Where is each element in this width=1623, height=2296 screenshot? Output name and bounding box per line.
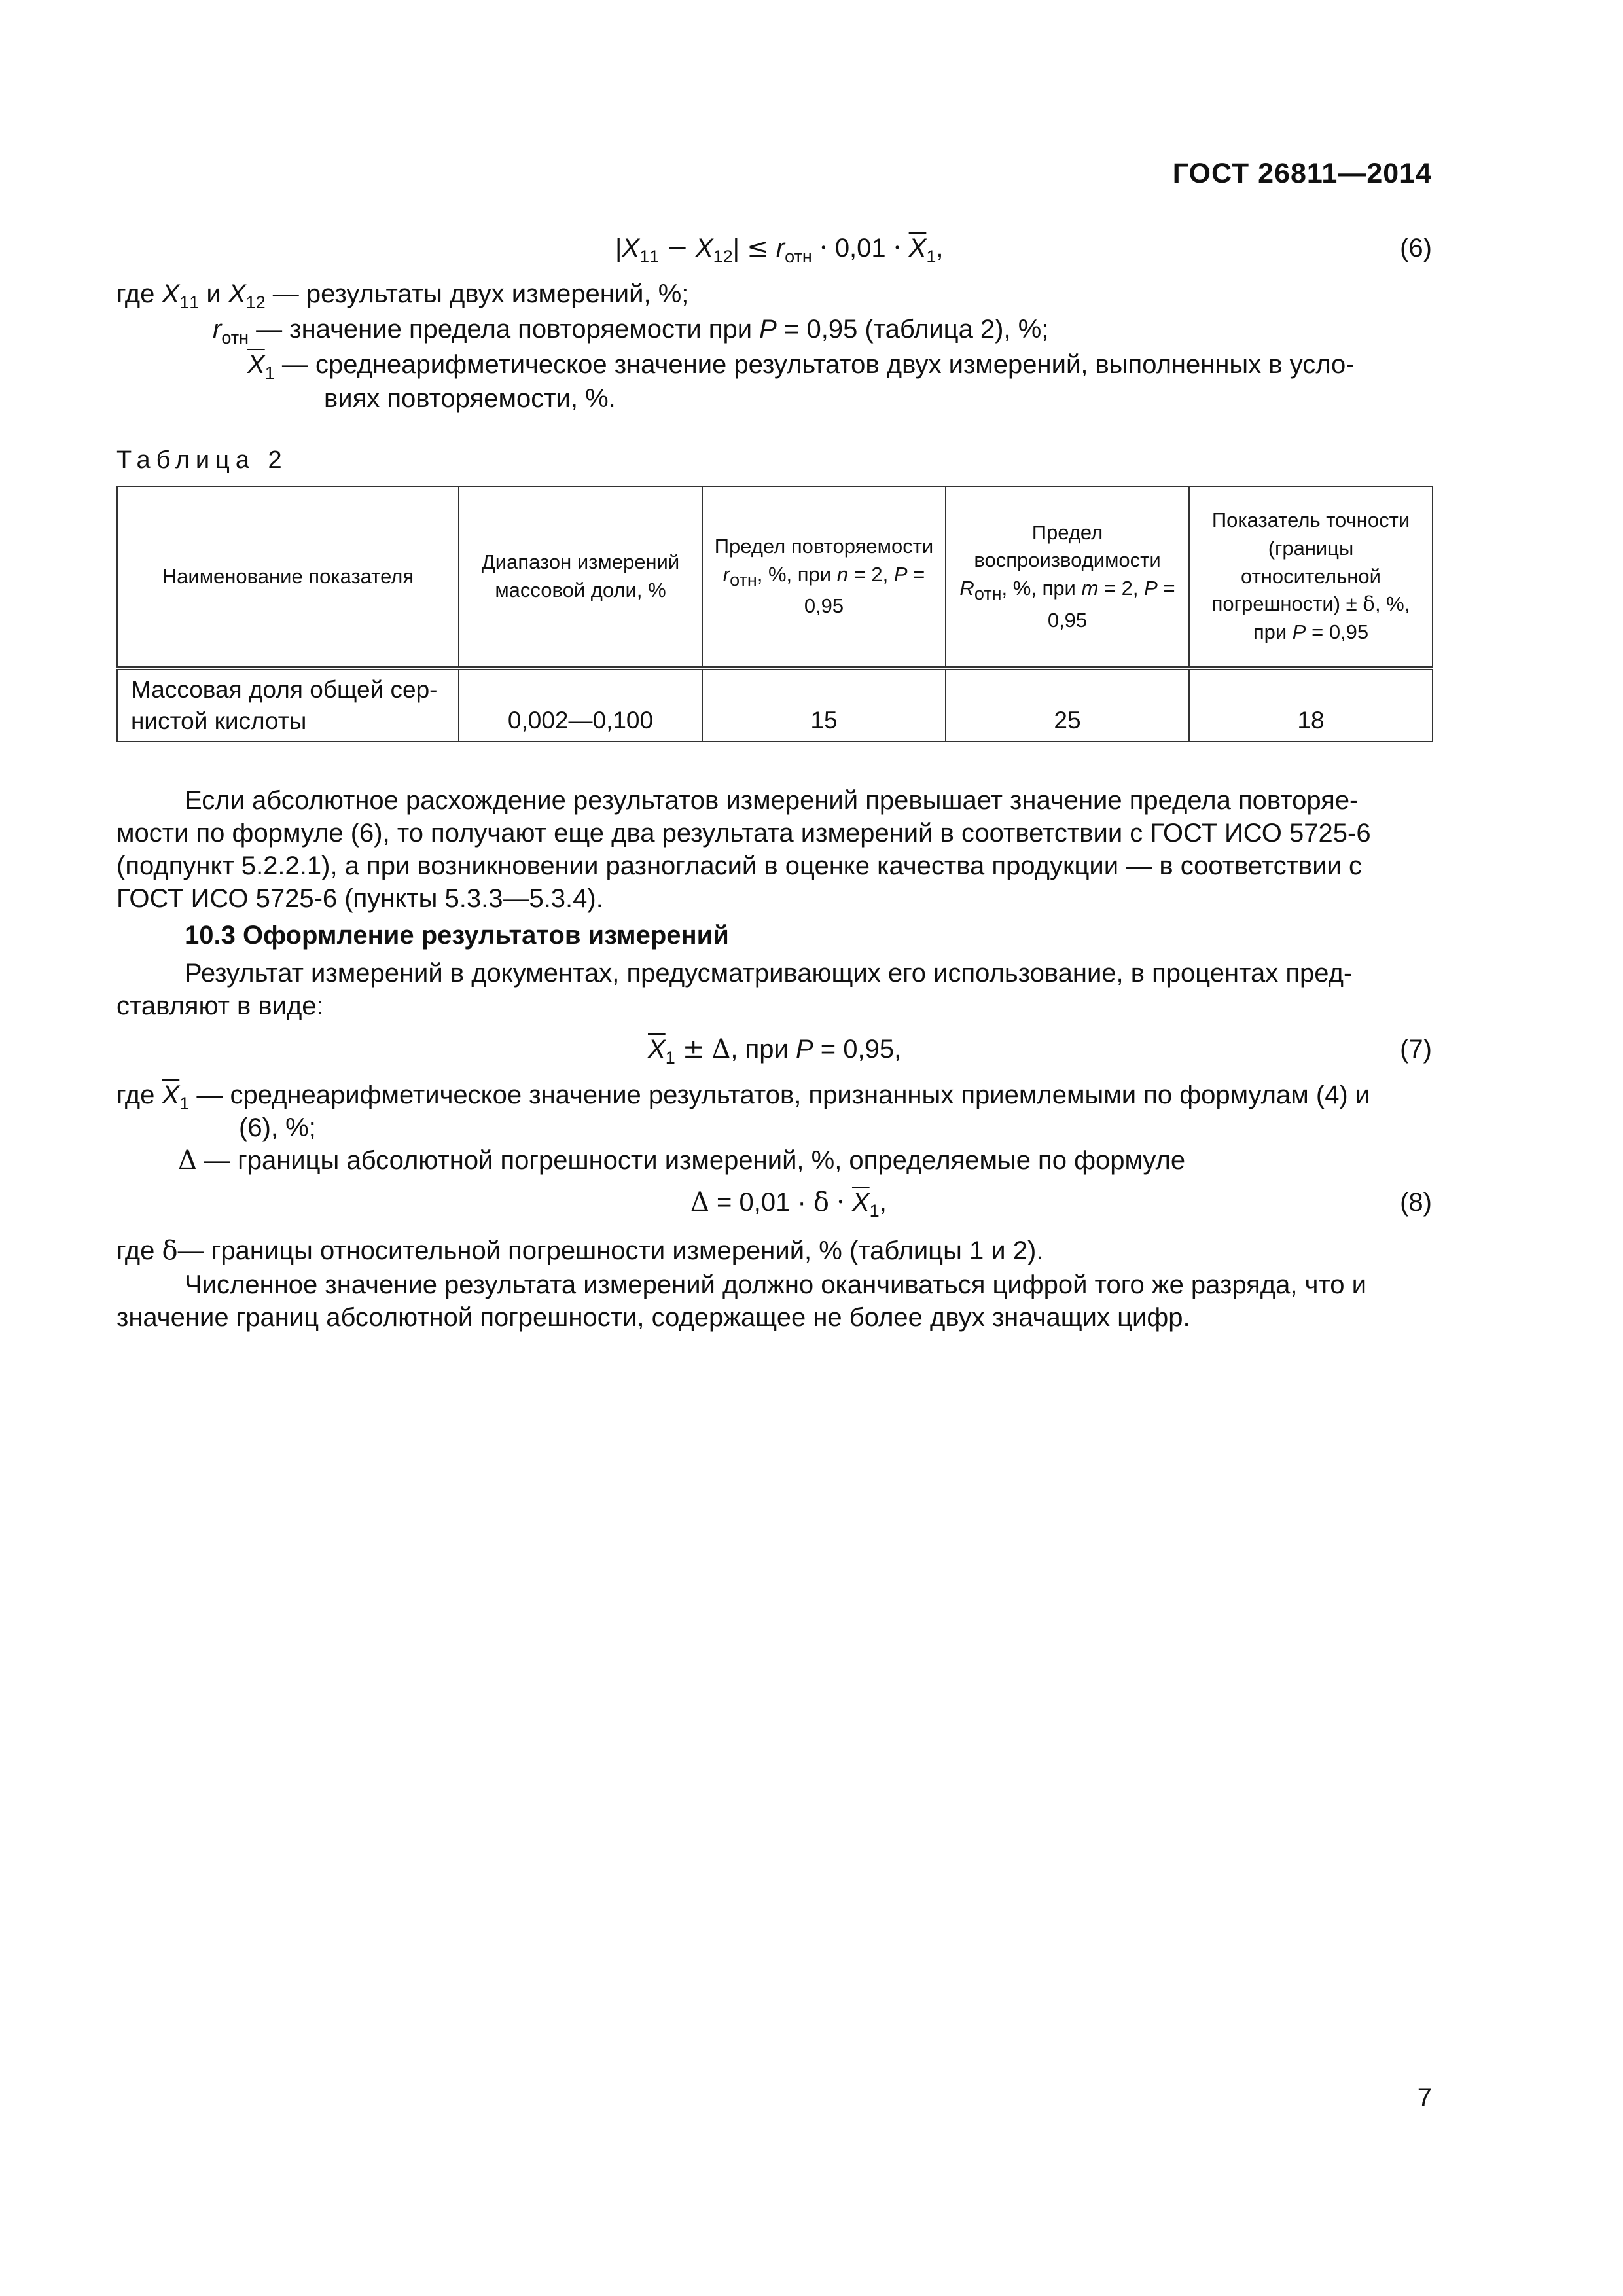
paragraph-1-line-1: Если абсолютное расхождение результатов измерений превышает значение предела повторяе- — [185, 786, 1359, 815]
document-code: ГОСТ 26811—2014 — [1172, 158, 1432, 189]
formula-7: $\overline{X}_1 \pm \Delta$, при P = 0,95, — [648, 1034, 902, 1067]
header-accuracy-index: Показатель точности (границы относительной погрешности) ± δ, %, при P = 0,95 — [1189, 486, 1433, 668]
formula-6: $|X_{11} - X_{12}| \le r_{отн} \cdot 0,01 \cdot \overline{X}_1$, — [615, 233, 944, 266]
paragraph-2-line-2: ставляют в виде: — [116, 992, 324, 1020]
paragraph-1-line-4: ГОСТ ИСО 5725-6 (пункты 5.3.3—5.3.4). — [116, 884, 603, 913]
table-2 — [116, 486, 1433, 742]
paragraph-2-line-1: Результат измерений в документах, предусматривающих его использование, в процентах пред- — [185, 959, 1353, 988]
header-measurement-range: Диапазон измерений массовой доли, % — [459, 486, 702, 668]
page-number: 7 — [1417, 2083, 1432, 2112]
table-header-row — [117, 486, 1433, 668]
paragraph-1-line-2: мости по формуле (6), то получают еще два результата измерений в соответствии с ГОСТ ИСО 5725-6 — [116, 819, 1371, 848]
legend-7-item-1-cont: (6), %; — [239, 1113, 316, 1142]
cell-accuracy: 18 — [1189, 668, 1433, 742]
legend-8: где δ— границы относительной погрешности измерений, % (таблицы 1 и 2). — [116, 1236, 1044, 1266]
paragraph-3-line-2: значение границ абсолютной погрешности, содержащее не более двух значащих цифр. — [116, 1303, 1190, 1332]
cell-measurement-range: 0,002—0,100 — [459, 668, 702, 742]
table-row — [117, 668, 1433, 742]
cell-reproducibility: 25 — [946, 668, 1189, 742]
legend-6-item-1: где $X_{11}$ и $X_{12}$ — результаты двух измерений, %; — [116, 279, 689, 312]
formula-6-number: (6) — [1400, 234, 1432, 262]
legend-6-item-2: $r_{отн}$ — значение предела повторяемости при P = 0,95 (таблица 2), %; — [213, 315, 1049, 348]
legend-6-item-3-cont: виях повторяемости, %. — [324, 384, 616, 413]
legend-6-item-3: $\overline{X}_1$ — среднеарифметическое значение результатов двух измерений, выполненных в усло- — [247, 350, 1355, 383]
header-reproducibility-limit: Предел воспроизводимости $R_{отн}$, %, при m = 2, P = 0,95 — [946, 486, 1189, 668]
header-indicator-name: Наименование показателя — [117, 486, 459, 668]
paragraph-3-line-1: Численное значение результата измерений должно оканчиваться цифрой того же разряда, что и — [185, 1270, 1366, 1299]
legend-7-item-2: Δ — границы абсолютной погрешности измерений, %, определяемые по формуле — [178, 1145, 1186, 1175]
paragraph-1-line-3: (подпункт 5.2.2.1), а при возникновении разногласий в оценке качества продукции — в соответствии с — [116, 852, 1363, 880]
header-repeatability-limit: Предел повторяемости $r_{отн}$, %, при n = 2, P = 0,95 — [702, 486, 946, 668]
table-2-caption: Таблица 2 — [116, 446, 288, 474]
formula-8: $\Delta = 0,01 \cdot \delta \cdot \overline{X}_1$, — [690, 1187, 887, 1221]
legend-7-item-1: где $\overline{X}_1$ — среднеарифметическое значение результатов, признанных приемлемыми по формулам (4) и — [116, 1081, 1370, 1113]
formula-8-number: (8) — [1400, 1188, 1432, 1217]
formula-7-number: (7) — [1400, 1035, 1432, 1064]
cell-repeatability: 15 — [702, 668, 946, 742]
section-heading: 10.3 Оформление результатов измерений — [185, 921, 729, 950]
cell-indicator-name: Массовая доля общей сер- нистой кислоты — [117, 668, 459, 742]
